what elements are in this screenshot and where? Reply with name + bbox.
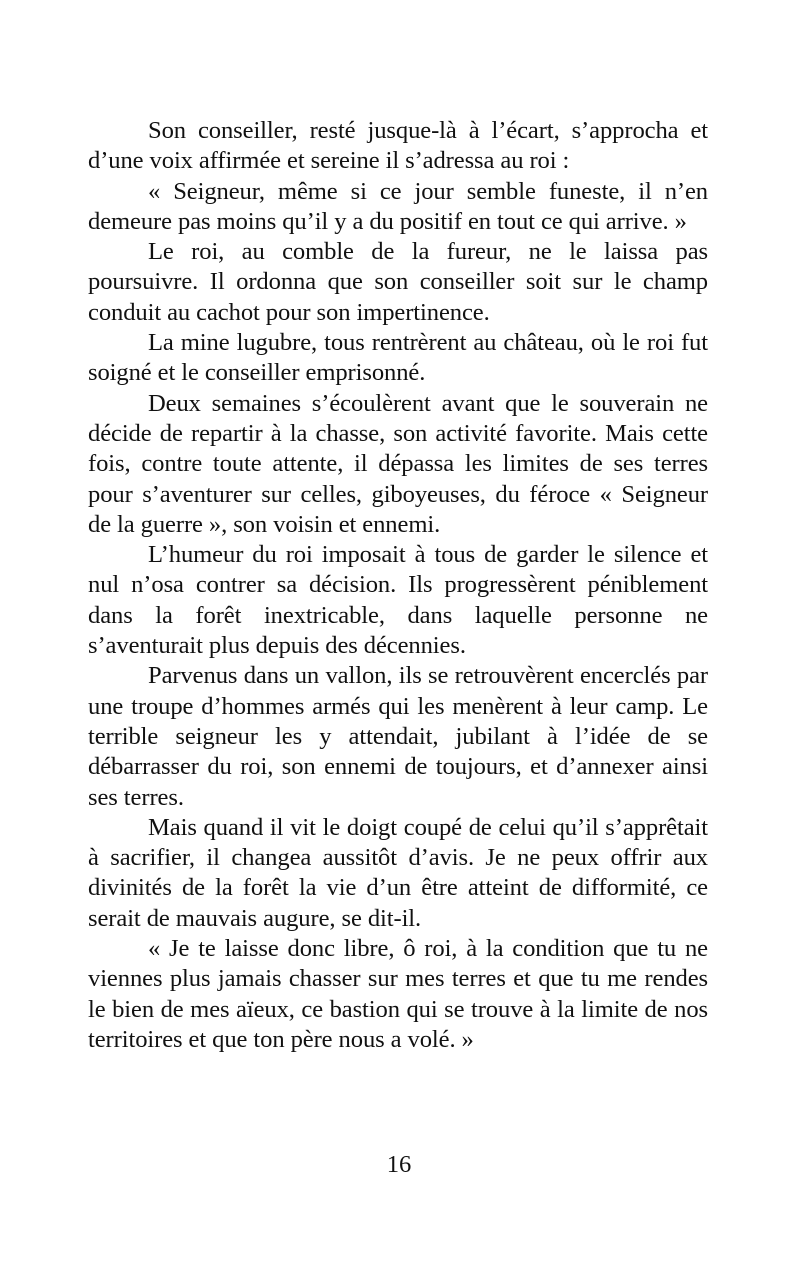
paragraph: Mais quand il vit le doigt coupé de celui qu’il s’apprêtait à sacrifier, il changea aussitôt d’avis. Je ne peux offrir aux divinités de la forêt la vie d’un être atteint de difformité, ce serait de mauvais augure, se dit-il. — [88, 813, 708, 932]
paragraph: « Seigneur, même si ce jour semble funeste, il n’en demeure pas moins qu’il y a du positif en tout ce qui arrive. » — [88, 177, 708, 235]
paragraph: Son conseiller, resté jusque-là à l’écart, s’approcha et d’une voix affirmée et sereine il s’adressa au roi : — [88, 117, 708, 175]
paragraph: L’humeur du roi imposait à tous de garder le silence et nul n’osa contrer sa décision. Ils progressèrent péniblement dans la forêt inextricable, dans laquelle personne ne s’aventurait plus depuis des décennies. — [88, 541, 708, 660]
page-number: 16 — [386, 1151, 412, 1178]
page-body — [88, 116, 708, 1055]
paragraph: « Je te laisse donc libre, ô roi, à la condition que tu ne viennes plus jamais chasser sur mes terres et que tu me rendes le bien de mes aïeux, ce bastion qui se trouve à la limite de nos territoires et que ton père nous a volé. » — [88, 935, 708, 1053]
paragraph: Le roi, au comble de la fureur, ne le laissa pas poursuivre. Il ordonna que son conseiller soit sur le champ conduit au cachot pour son impertinence. — [88, 238, 708, 326]
paragraph: Deux semaines s’écoulèrent avant que le souverain ne décide de repartir à la chasse, son activité favorite. Mais cette fois, contre toute attente, il dépassa les limites de ses terres pour s’aventurer sur celles, giboyeuses, du féroce « Seigneur de la guerre », son voisin et ennemi. — [88, 389, 708, 538]
paragraph: Parvenus dans un vallon, ils se retrouvèrent encerclés par une troupe d’hommes armés qui les menèrent à leur camp. Le terrible seigneur les y attendait, jubilant à l’idée de se débarrasser du roi, son ennemi de toujours, et d’annexer ainsi ses terres. — [88, 662, 708, 811]
paragraph: La mine lugubre, tous rentrèrent au château, où le roi fut soigné et le conseiller emprisonné. — [88, 329, 708, 387]
